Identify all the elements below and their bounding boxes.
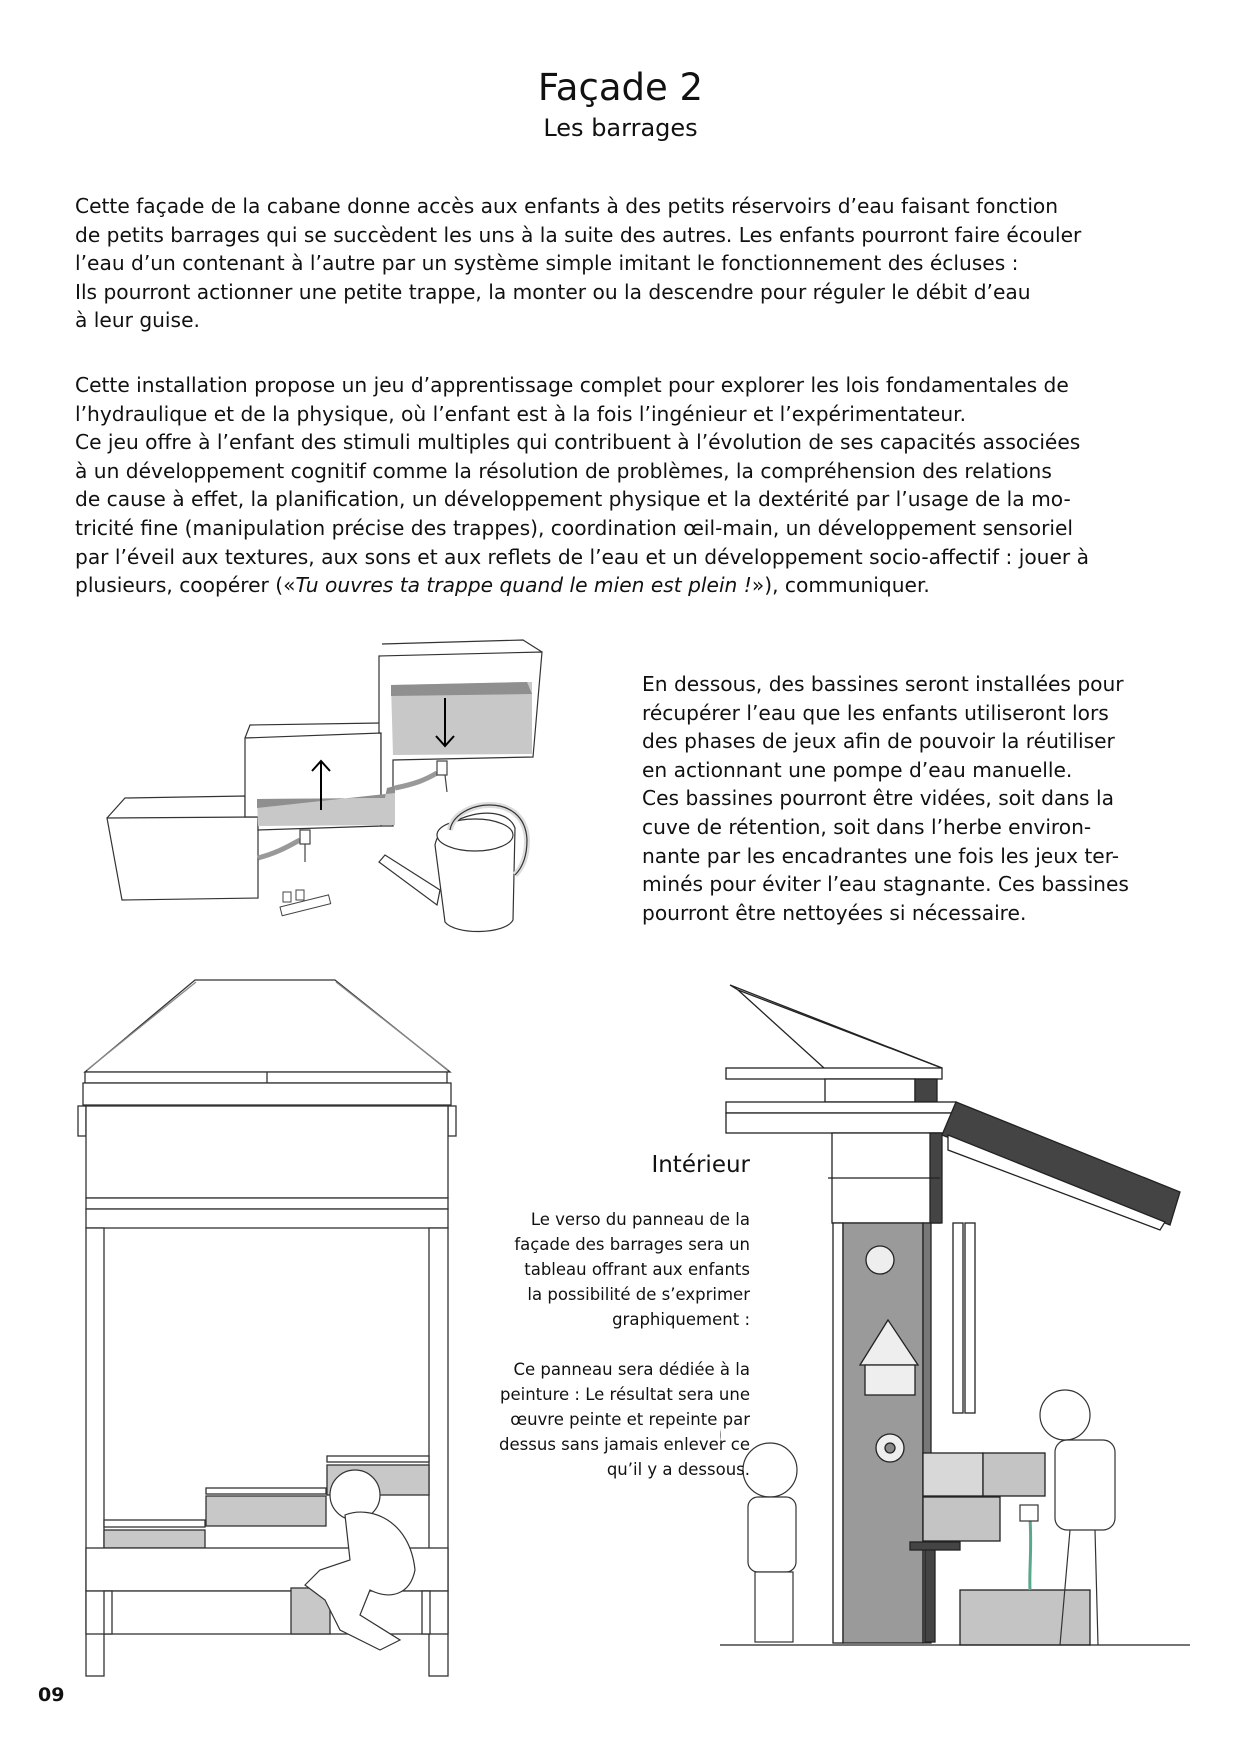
lower-tank [107, 817, 258, 900]
text-line: l’hydraulique et de la physique, où l’enfant est à la fois l’ingénieur et l’expérimentateur. [75, 401, 967, 426]
tap-icon [300, 830, 310, 844]
sun-drawing [866, 1246, 894, 1274]
chalk-panel [843, 1223, 923, 1643]
page-number: 09 [38, 1684, 65, 1706]
eave-board [85, 1072, 447, 1083]
dam-box-lower [104, 1530, 205, 1548]
basin [960, 1590, 1090, 1645]
text-line: graphiquement : [612, 1310, 750, 1329]
text-line: en actionnant une pompe d’eau manuelle. [642, 757, 1073, 782]
text-line: la possibilité de s’exprimer [527, 1285, 750, 1304]
text-line: tricité fine (manipulation précise des trappes), coordination œil-main, un développement sensoriel [75, 515, 1074, 540]
text-line: de petits barrages qui se succèdent les uns à la suite des autres. Les enfants pourront faire écouler [75, 222, 1082, 247]
text-line: Cette façade de la cabane donne accès aux enfants à des petits réservoirs d’eau faisant fonction [75, 194, 1059, 218]
trap-parts [280, 890, 331, 916]
dam-box-middle [923, 1497, 1000, 1541]
dam-cascade-illustration [95, 630, 565, 950]
text-fragment: plusieurs, coopérer (« [75, 573, 296, 598]
tap-icon [437, 761, 447, 775]
text-line: récupérer l’eau que les enfants utiliseront lors [642, 700, 1109, 725]
text-line: minés pour éviter l’eau stagnante. Ces bassines [642, 872, 1129, 897]
cabin-interior-section [720, 960, 1190, 1680]
text-line: qu’il y a dessous. [606, 1460, 750, 1479]
text-line: peinture : Le résultat sera une [500, 1385, 750, 1404]
watering-can-icon [379, 805, 527, 932]
intro-paragraph [75, 192, 1081, 335]
learning-paragraph [75, 371, 1089, 600]
text-line: à un développement cognitif comme la résolution de problèmes, la compréhension des relations [75, 458, 1052, 483]
hose-icon [258, 840, 300, 858]
cabin-front-elevation [70, 960, 490, 1680]
page-title: Façade 2 [537, 66, 704, 109]
roof [85, 980, 450, 1072]
text-line: cuve de rétention, soit dans l’herbe environ- [642, 814, 1092, 839]
text-line: de cause à effet, la planification, un développement physique et la dextérité par l’usage de la mo- [75, 487, 1071, 512]
dam-box-upper [923, 1453, 983, 1496]
text-line: des phases de jeux afin de pouvoir la réutiliser [642, 729, 1115, 754]
text-line-with-quote [75, 571, 1089, 600]
text-line: tableau offrant aux enfants [524, 1260, 750, 1279]
text-line: œuvre peinte et repeinte par [510, 1410, 750, 1429]
text-line: Ils pourront actionner une petite trappe, la monter ou la descendre pour réguler le débit d’eau [75, 279, 1031, 304]
text-line: pourront être nettoyées si nécessaire. [642, 900, 1027, 925]
interior-paragraph [440, 1207, 750, 1482]
hatched-beam [915, 1079, 937, 1102]
text-fragment: »), communiquer. [751, 573, 930, 598]
support-post [925, 1542, 935, 1642]
lower-roof [942, 1102, 1180, 1225]
text-line: l’eau d’un contenant à l’autre par un système simple imitant le fonctionnement des écluses : [75, 251, 1019, 276]
text-line: à leur guise. [75, 308, 200, 333]
page-subtitle: Les barrages [543, 114, 698, 142]
text-line: Le verso du panneau de la [530, 1210, 750, 1229]
text-line: façade des barrages sera un [514, 1235, 750, 1254]
text-line: Ce jeu offre à l’enfant des stimuli multiples qui contribuent à l’évolution de ses capacités associées [75, 430, 1081, 455]
text-line: Ce panneau sera dédiée à la [513, 1360, 750, 1379]
text-line: dessus sans jamais enlever ce [499, 1435, 750, 1454]
interior-heading: Intérieur [651, 1152, 750, 1178]
text-line: nante par les encadrantes une fois les jeux ter- [642, 843, 1120, 868]
basins-paragraph [642, 670, 1129, 927]
text-line: En dessous, des bassines seront installées pour [642, 672, 1124, 696]
quote-text: Tu ouvres ta trappe quand le mien est plein ! [295, 573, 752, 598]
dam-box-middle [206, 1496, 326, 1526]
text-line: Cette installation propose un jeu d’apprentissage complet pour explorer les lois fondamentales de [75, 373, 1069, 397]
pouring-water [1030, 1518, 1031, 1590]
text-line: Ces bassines pourront être vidées, soit dans la [642, 786, 1114, 811]
text-line: par l’éveil aux textures, aux sons et aux reflets de l’eau et un développement socio-affectif : jouer à [75, 544, 1089, 569]
